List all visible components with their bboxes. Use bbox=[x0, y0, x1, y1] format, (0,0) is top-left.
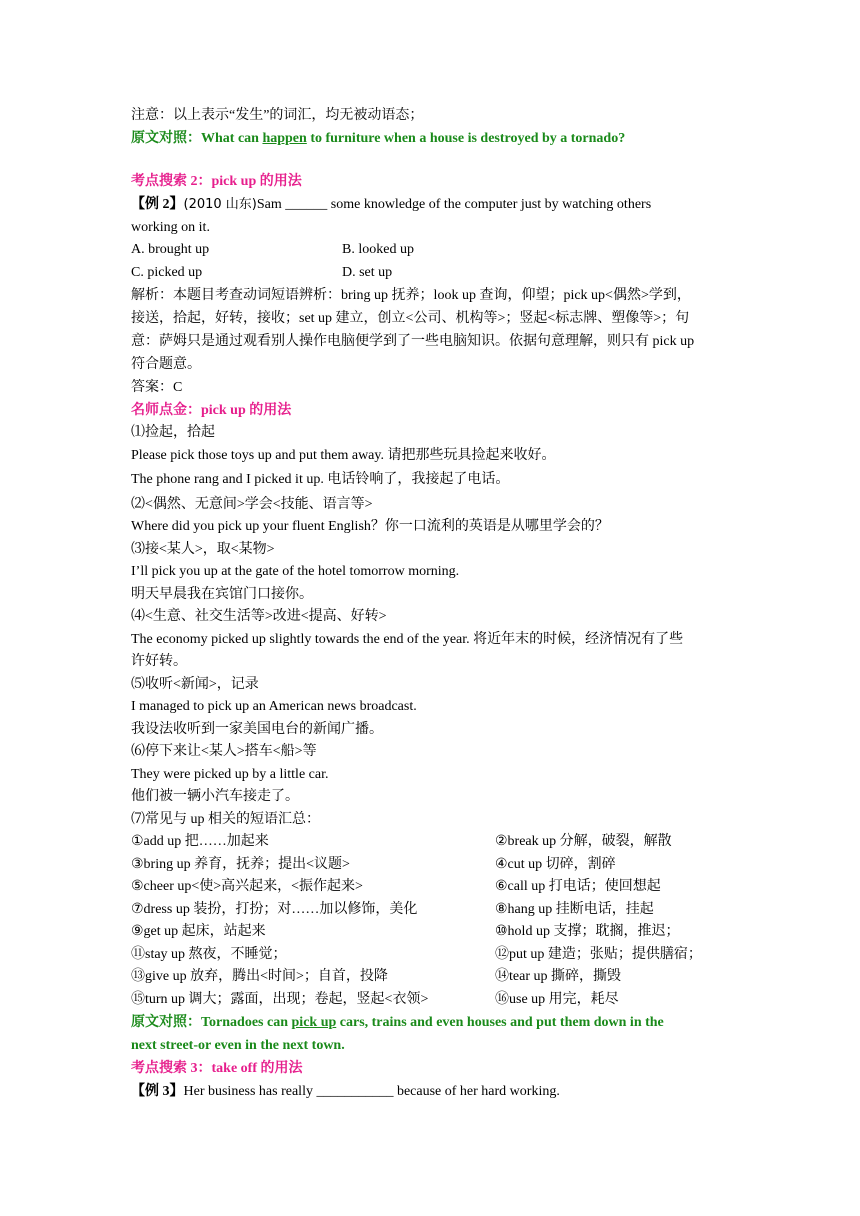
document-page bbox=[131, 104, 733, 1103]
original-text-2 bbox=[131, 1011, 733, 1034]
analysis-line: 符合题意。 bbox=[131, 357, 201, 372]
orig-post: cars, trains and even houses and put them down in the bbox=[336, 1015, 664, 1030]
analysis-line: 接送，拾起，好转，接收；set up 建立，创立<公司、机构等>；竖起<标志牌、塑像等>；句 bbox=[131, 311, 690, 326]
phrase-row bbox=[131, 921, 733, 944]
option-row bbox=[131, 262, 733, 285]
tip-translation: 我设法收听到一家美国电台的新闻广播。 bbox=[131, 721, 383, 737]
tip-heading: ⑸收听<新闻>，记录 bbox=[131, 676, 259, 692]
option-c: C. picked up bbox=[131, 264, 203, 280]
note-text: 注意：以上表示“发生”的词汇，均无被动语态； bbox=[131, 108, 424, 123]
option-d: D. set up bbox=[342, 264, 393, 280]
phrase-row bbox=[131, 876, 733, 899]
option-a: A. brought up bbox=[131, 242, 210, 257]
phrase-row bbox=[131, 831, 733, 854]
tip-translation: 他们被一辆小汽车接走了。 bbox=[131, 789, 299, 804]
tip-example: They were picked up by a little car. bbox=[131, 766, 329, 782]
orig-keyword: happen bbox=[262, 131, 307, 146]
example-post: because of her hard working. bbox=[393, 1084, 560, 1099]
tip-example: Where did you pick up your fluent English？你一口流利的英语是从哪里学会的？ bbox=[131, 519, 609, 534]
option-row bbox=[131, 239, 733, 262]
phrase-item: ⑧hang up 挂断电话，挂起 bbox=[495, 901, 654, 917]
phrase-item: ①add up 把……加起来 bbox=[131, 834, 269, 849]
tip-heading: ⑴捡起，拾起 bbox=[131, 425, 215, 440]
original-text-1 bbox=[131, 127, 733, 150]
example-2 bbox=[131, 193, 733, 216]
tip-example: The phone rang and I picked it up. 电话铃响了，我接起了电话。 bbox=[131, 472, 510, 487]
phrase-item: ⑮turn up 调大；露面，出现；卷起，竖起<衣领> bbox=[131, 991, 429, 1007]
tip-heading: ⑶接<某人>，取<某物> bbox=[131, 541, 275, 557]
section-heading-2: 考点搜索 2：pick up 的用法 bbox=[131, 174, 302, 189]
tip-example: Please pick those toys up and put them away. 请把那些玩具捡起来收好。 bbox=[131, 447, 556, 463]
phrase-row bbox=[131, 989, 733, 1012]
analysis-line: 解析：本题目考查动词短语辨析：bring up 抚养；look up 查询，仰望；pick up<偶然>学到， bbox=[131, 288, 691, 303]
example-pre: Her business has really bbox=[183, 1084, 317, 1099]
phrase-row bbox=[131, 944, 733, 967]
section-heading-3: 考点搜索 3：take off 的用法 bbox=[131, 1061, 303, 1076]
phrase-item: ⑯use up 用完，耗尽 bbox=[495, 991, 619, 1007]
phrase-item: ⑪stay up 熬夜，不睡觉； bbox=[131, 946, 287, 962]
tip-example: I’ll pick you up at the gate of the hotel tomorrow morning. bbox=[131, 564, 460, 579]
orig-keyword: pick up bbox=[291, 1015, 337, 1030]
tip-translation: 许好转。 bbox=[131, 654, 187, 669]
example-source: (2010 山东) bbox=[183, 197, 257, 212]
tip-heading: ⑹停下来让<某人>搭车<船>等 bbox=[131, 744, 317, 759]
orig-post: to furniture when a house is destroyed by a tornado? bbox=[306, 131, 626, 146]
example-pre: Sam bbox=[256, 197, 286, 212]
example-3 bbox=[131, 1080, 733, 1103]
orig-pre: What can bbox=[201, 131, 263, 146]
example-post: some knowledge of the computer just by watching others bbox=[327, 197, 652, 212]
phrase-row bbox=[131, 966, 733, 989]
phrase-item: ④cut up 切碎，割碎 bbox=[495, 856, 616, 872]
tip-heading: ⑵<偶然、无意间>学会<技能、语言等> bbox=[131, 496, 373, 512]
example-blank: ______ bbox=[285, 197, 328, 212]
example-label: 【例 2】 bbox=[131, 197, 184, 212]
example-2-line2: working on it. bbox=[131, 220, 210, 235]
phrase-item: ⑩hold up 支撑；耽搁，推迟； bbox=[495, 924, 680, 939]
phrase-item: ⑨get up 起床，站起来 bbox=[131, 924, 266, 939]
phrase-item: ⑤cheer up<使>高兴起来，<振作起来> bbox=[131, 879, 363, 894]
orig-label: 原文对照： bbox=[131, 1015, 201, 1030]
note-line bbox=[131, 104, 733, 127]
phrase-item: ⑦dress up 装扮，打扮；对……加以修饰，美化 bbox=[131, 901, 418, 917]
orig-pre: Tornadoes can bbox=[201, 1015, 292, 1030]
phrase-row bbox=[131, 899, 733, 922]
phrase-row bbox=[131, 854, 733, 877]
tips-heading: 名师点金：pick up 的用法 bbox=[131, 403, 292, 418]
orig-label: 原文对照： bbox=[131, 131, 201, 146]
phrase-item: ③bring up 养育，抚养；提出<议题> bbox=[131, 856, 350, 872]
example-blank: ___________ bbox=[316, 1084, 394, 1099]
tip-heading: ⑺常见与 up 相关的短语汇总： bbox=[131, 811, 320, 827]
phrase-item: ⑬give up 放弃，腾出<时间>；自首，投降 bbox=[131, 969, 388, 984]
answer-line: 答案：C bbox=[131, 380, 183, 395]
option-b: B. looked up bbox=[342, 242, 414, 257]
original-text-2-line2: next street-or even in the next town. bbox=[131, 1038, 345, 1053]
phrase-item: ②break up 分解，破裂，解散 bbox=[495, 834, 672, 849]
tip-example: I managed to pick up an American news broadcast. bbox=[131, 699, 417, 714]
phrase-item: ⑫put up 建造；张贴；提供膳宿； bbox=[495, 946, 702, 962]
phrase-item: ⑭tear up 撕碎，撕毁 bbox=[495, 969, 621, 984]
tip-heading: ⑷<生意、社交生活等>改进<提高、好转> bbox=[131, 609, 387, 624]
tip-example: The economy picked up slightly towards the end of the year. 将近年末的时候，经济情况有了些 bbox=[131, 631, 684, 647]
tip-translation: 明天早晨我在宾馆门口接你。 bbox=[131, 586, 313, 602]
analysis-line: 意：萨姆只是通过观看别人操作电脑便学到了一些电脑知识。依据句意理解，则只有 pick up bbox=[131, 334, 695, 349]
example-label: 【例 3】 bbox=[131, 1084, 184, 1099]
phrase-item: ⑥call up 打电话；使回想起 bbox=[495, 879, 661, 894]
